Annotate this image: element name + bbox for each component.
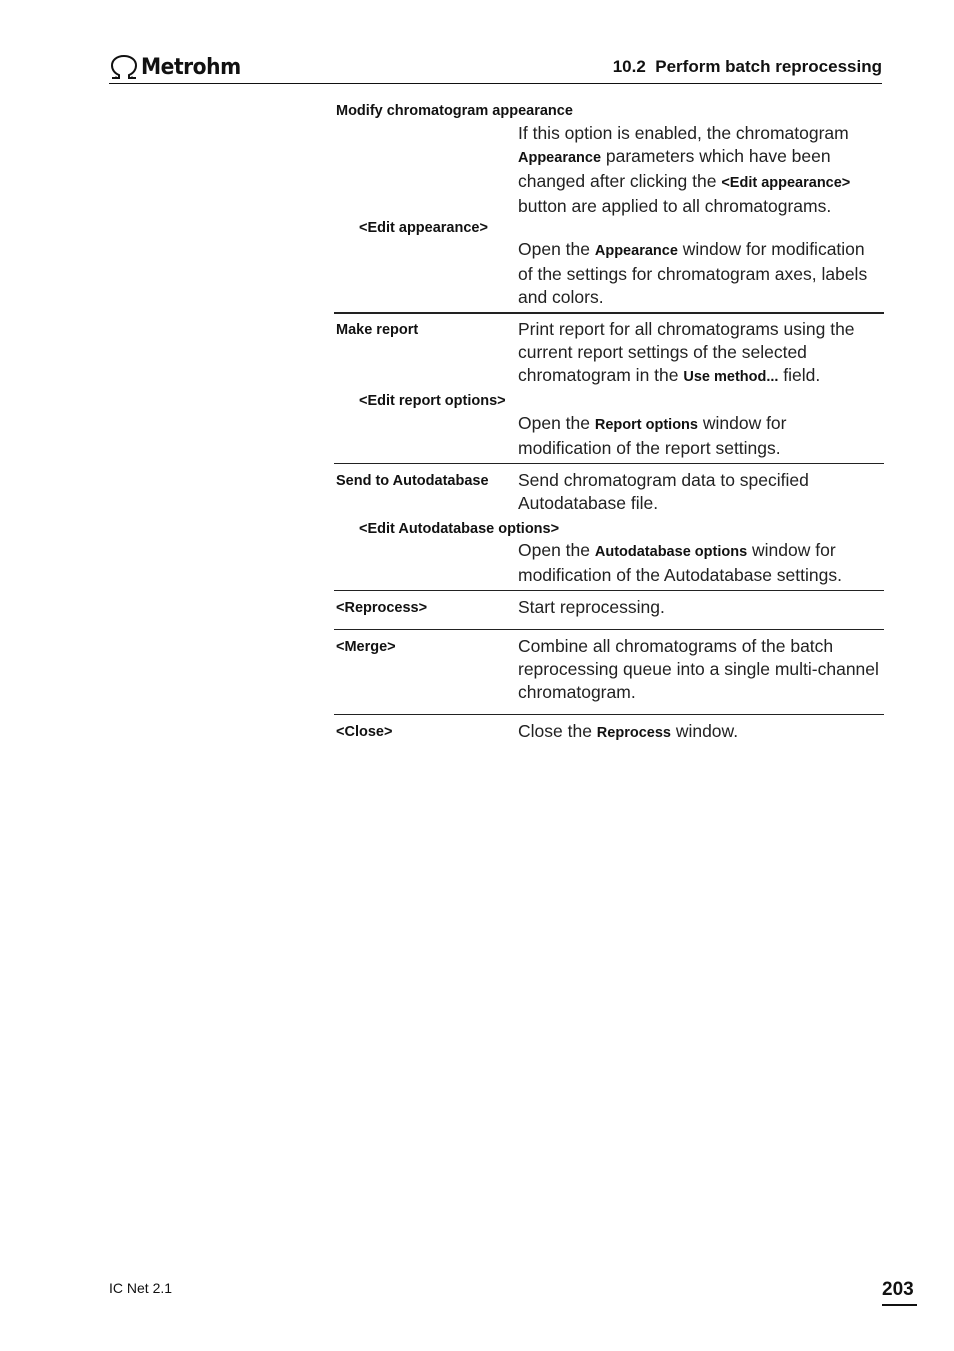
text: Open the [518,239,595,259]
desc-close [518,720,884,745]
desc-edit-appearance [518,238,884,309]
term-send-autodatabase: Send to Autodatabase [336,473,489,489]
text: Open the [518,540,595,560]
omega-icon [109,54,139,80]
subterm-edit-report-options: <Edit report options> [359,393,506,409]
text: field. [778,365,821,385]
section-rule [334,463,884,464]
text: window. [670,721,739,741]
ui-label-appearance: Appearance [518,150,602,166]
desc-reprocess: Start reprocessing. [518,597,665,617]
ui-label-use-method: Use method... [683,369,779,385]
ui-label-reprocess: Reprocess [596,725,671,741]
text: If this option is enabled, the chromatogram [518,123,849,143]
section-rule [334,714,884,715]
desc-edit-autodatabase-options [518,539,884,587]
footer-product: IC Net 2.1 [109,1280,173,1296]
desc-edit-report-options [518,412,884,460]
text: window for modification of the Autodatabase settings. [518,540,842,585]
subterm-edit-autodatabase-options: <Edit Autodatabase options> [359,521,560,537]
section-title: 10.2 Perform batch reprocessing [612,57,882,76]
section-rule [334,629,884,630]
section-rule [334,312,884,314]
desc-make-report [518,318,884,389]
term-merge: <Merge> [336,639,396,655]
term-modify-appearance: Modify chromatogram appearance [336,103,573,119]
text: button are applied to all chromatograms. [518,196,832,216]
term-reprocess: <Reprocess> [336,600,428,616]
text: parameters which have been changed after clicking the [518,146,831,191]
metrohm-logo [109,52,249,82]
page-number: 203 [882,1279,914,1300]
ui-label-edit-appearance: <Edit appearance> [721,175,851,191]
desc-modify-appearance [518,122,884,218]
logo-text: Metrohm [141,54,241,80]
text: window for modification of the report settings. [518,413,787,458]
ui-label-autodatabase-options: Autodatabase options [594,544,748,560]
term-make-report: Make report [336,322,419,338]
section-rule [334,590,884,591]
desc-merge: Combine all chromatograms of the batch reprocessing queue into a single multi-channel chromatogram. [518,636,879,702]
page-number-rule [882,1304,917,1306]
text: Close the [518,721,597,741]
text: Print report for all chromatograms using the current report settings of the selected chromatogram in the [518,319,855,385]
subterm-edit-appearance: <Edit appearance> [359,220,488,236]
ui-label-report-options: Report options [594,417,698,433]
desc-send-autodatabase: Send chromatogram data to specified Autodatabase file. [518,470,809,513]
header-rule [109,83,882,84]
term-close: <Close> [336,724,393,740]
ui-label-appearance: Appearance [594,243,678,259]
text: window for modification of the settings for chromatogram axes, labels and colors. [518,239,868,307]
text: Open the [518,413,595,433]
